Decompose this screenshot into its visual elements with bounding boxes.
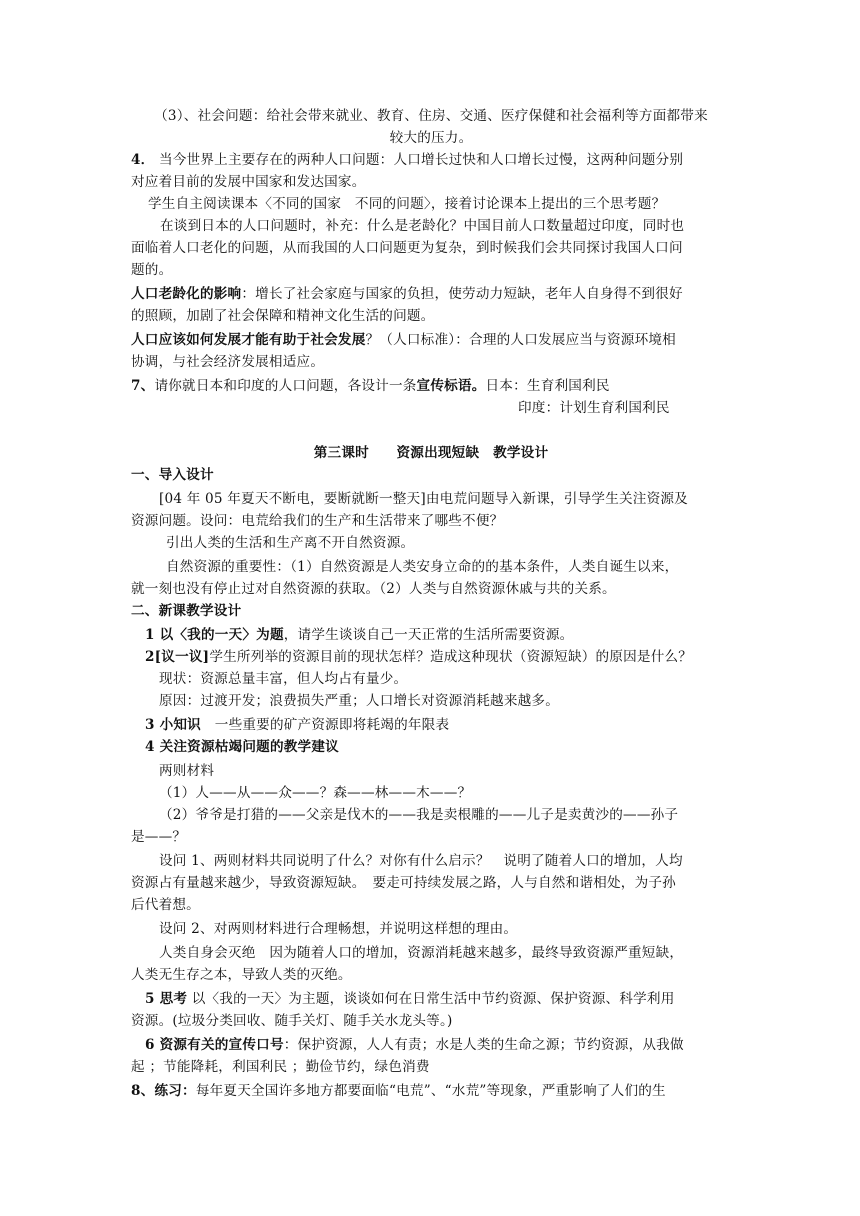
item-7-number: 7、 xyxy=(131,378,155,394)
aging-impact-label: 人口老龄化的影响 xyxy=(131,286,242,302)
exercise-8-text: 每年夏天全国许多地方都要面临“电荒”、“水荒”等现象，严重影响了人们的生 xyxy=(195,1083,666,1099)
step-2-text: 学生所列举的资源目前的现状怎样？造成这种现状（资源短缺）的原因是什么？ xyxy=(209,649,693,665)
item-7-line-1 xyxy=(131,376,731,396)
intro-line-3: 引出人类的生活和生产离不开自然资源。 xyxy=(166,535,415,551)
section-heading-new-lesson: 二、新课教学设计 xyxy=(131,603,242,619)
question-1-line-1: 设问 1、两则材料共同说明了什么？对你有什么启示？ 说明了随着人口的增加，人均 xyxy=(159,853,683,869)
exercise-8-label: 8、练习： xyxy=(131,1083,196,1099)
step-4-material-2-line-2: 是——？ xyxy=(131,829,187,845)
intro-line-1: [04 年 05 年夏天不断电，要断就断一整天]由电荒问题导入新课，引导学生关注资源及 xyxy=(159,491,688,507)
population-development-line-1 xyxy=(131,330,731,350)
intro-line-5: 就一刻也没有停止过对自然资源的获取。（2）人类与自然资源休戚与共的关系。 xyxy=(131,581,616,597)
step-6-text: ：保护资源，人人有责；水是人类的生命之源；节约资源，从我做 xyxy=(283,1037,684,1053)
step-1-text: ，请学生谈谈自己一天正常的生活所需要资源。 xyxy=(283,627,574,643)
step-2-status: 现状：资源总量丰富，但人均占有量少。 xyxy=(159,671,408,687)
item-4-number: 4． xyxy=(131,152,155,168)
social-problem-line-2: 较大的压力。 xyxy=(389,130,473,146)
item-4-line-1 xyxy=(131,150,731,170)
step-1-label: 1 以〈我的一天〉为题 xyxy=(145,627,284,643)
extinction-line-2: 人类无生存之本，导致人类的灭绝。 xyxy=(131,967,352,983)
question-2: 设问 2、对两则材料进行合理畅想，并说明这样想的理由。 xyxy=(159,921,518,937)
japan-slogan: 日本：生育利国利民 xyxy=(485,378,610,394)
step-4-heading: 4 关注资源枯竭问题的教学建议 xyxy=(145,739,339,755)
step-3-label: 3 小知识 xyxy=(145,717,201,733)
aging-impact-line-2: 的照顾，加剧了社会保障和精神文化生活的问题。 xyxy=(131,308,435,324)
population-development-line-2: 协调，与社会经济发展相适应。 xyxy=(131,354,325,370)
reading-instruction: 学生自主阅读课本〈不同的国家 不同的问题〉，接着讨论课本上提出的三个思考题？ xyxy=(148,196,666,212)
population-development-label: 人口应该如何发展才能有助于社会发展 xyxy=(131,332,366,348)
aging-impact-text: ：增长了社会家庭与国家的负担，使劳动力短缺，老年人自身得不到很好 xyxy=(241,286,683,302)
step-3 xyxy=(145,715,745,735)
step-2-cause: 原因：过渡开发；浪费损失严重；人口增长对资源消耗越来越多。 xyxy=(159,693,560,709)
slogan-keyword: 宣传标语。 xyxy=(416,378,486,394)
step-4-material-2-line-1: （2）爷爷是打猎的——父亲是伐木的——我是卖根雕的——儿子是卖黄沙的——孙子 xyxy=(159,807,679,823)
population-development-text: ？（人口标准）：合理的人口发展应当与资源环境相 xyxy=(365,332,676,348)
question-1-line-3: 后代着想。 xyxy=(131,897,200,913)
step-4-materials: 两则材料 xyxy=(159,763,215,779)
step-5-text: 以〈我的一天〉为主题，谈谈如何在日常生活中节约资源、保护资源、科学利用 xyxy=(187,991,675,1007)
intro-line-4: 自然资源的重要性：（1）自然资源是人类安身立命的的基本条件，人类自诞生以来， xyxy=(166,559,679,575)
exercise-8 xyxy=(131,1081,731,1101)
step-2-label: 2[议一议] xyxy=(145,649,210,665)
step-1 xyxy=(145,625,745,645)
step-3-text: 一些重要的矿产资源即将耗竭的年限表 xyxy=(200,717,450,733)
step-6-line-2: 起 ；节能降耗，利国利民 ；勤俭节约，绿色消费 xyxy=(131,1059,430,1075)
step-4-material-1: （1）人——从——众——？森——林——木——？ xyxy=(159,785,472,801)
section-heading-intro: 一、导入设计 xyxy=(131,467,214,483)
step-5-line-1 xyxy=(145,989,745,1009)
social-problem-line-1: （3）、社会问题：给社会带来就业、教育、住房、交通、医疗保健和社会福利等方面都带来 xyxy=(154,108,708,124)
item-4-text: 当今世界上主要存在的两种人口问题：人口增长过快和人口增长过慢，这两种问题分别 xyxy=(154,152,684,168)
step-5-line-2: 资源。(垃圾分类回收、随手关灯、随手关水龙头等。) xyxy=(131,1013,453,1029)
step-6-label: 6 资源有关的宣传口号 xyxy=(145,1037,284,1053)
question-1-line-2: 资源占有量越来越少，导致资源短缺。 要走可持续发展之路，人与自然和谐相处，为子孙 xyxy=(131,875,676,891)
japan-note-line-2: 面临着人口老化的问题，从而我国的人口问题更为复杂，到时候我们会共同探讨我国人口问 xyxy=(131,240,683,256)
lesson-title: 第三课时 资源出现短缺 教学设计 xyxy=(313,445,549,461)
intro-line-2: 资源问题。设问：电荒给我们的生产和生活带来了哪些不便？ xyxy=(131,513,504,529)
japan-note-line-3: 题的。 xyxy=(131,262,173,278)
step-6-line-1 xyxy=(145,1035,745,1055)
item-4-line-2: 对应着目前的发展中国家和发达国家。 xyxy=(131,174,366,190)
japan-note-line-1: 在谈到日本的人口问题时，补充：什么是老龄化？中国目前人口数量超过印度，同时也 xyxy=(160,218,685,234)
step-5-label: 5 思考 xyxy=(145,991,188,1007)
extinction-line-1: 人类自身会灭绝 因为随着人口的增加，资源消耗越来越多，最终导致资源严重短缺， xyxy=(159,945,684,961)
step-2 xyxy=(145,647,745,667)
aging-impact-line-1 xyxy=(131,284,731,304)
item-7-text: 请你就日本和印度的人口问题，各设计一条 xyxy=(154,378,417,394)
india-slogan: 印度：计划生育利国利民 xyxy=(518,400,670,416)
